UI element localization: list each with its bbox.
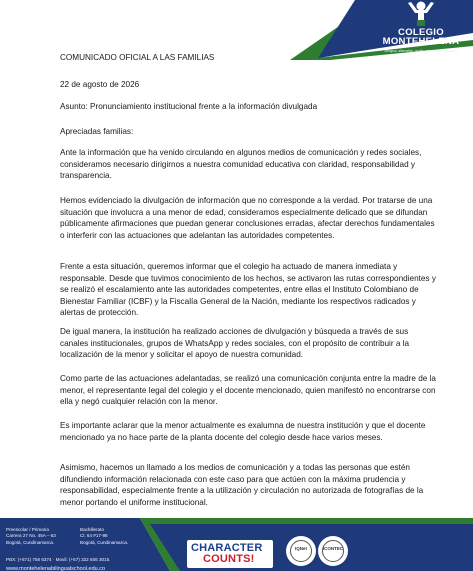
- campus-primary-city: Bogotá, Cundinamarca.: [6, 539, 55, 545]
- student-emblem-icon: [405, 0, 437, 30]
- campus-secondary-address: [80, 527, 150, 546]
- badge-line2: COUNTS!: [203, 553, 255, 565]
- logo-name-line2: MONTEHELENA: [382, 36, 460, 47]
- logo-tagline: Bilingual, alternative, quality and sensible education: [384, 49, 458, 53]
- campus-secondary-street: Cl. 64 #17-98: [80, 533, 108, 539]
- paragraph: Asimismo, hacemos un llamado a los medios de comunicación y a todas las personas que estén difundiendo información relacionada con este caso para que actúen con la máxima prudencia y responsabilidad, especialmente frente a la utilización y circulación no autorizada de fotografías de la menor portando el uniforme institucional.: [60, 463, 424, 507]
- iqnet-seal-icon: [286, 536, 316, 566]
- paragraph: Hemos evidenciado la divulgación de información que no corresponde a la verdad. Por tratarse de una situación que involucra a una menor de edad, consideramos especialmente delicado que se difundan públicamente afirmaciones que puedan generar conclusiones erradas, afectar derechos fundamentales o interferir con las actuaciones que adelantan las autoridades competentes.: [60, 196, 435, 240]
- paragraph: De igual manera, la institución ha realizado acciones de divulgación y búsqueda a través de sus canales institucionales, grupos de WhatsApp y redes sociales, con el propósito de contribuir a la localización de la menor y solicitar el apoyo de nuestra comunidad.: [60, 327, 410, 359]
- campus-secondary-label: Bachillerato: [80, 527, 105, 532]
- badge-line1: CHARACTER: [191, 542, 263, 554]
- letter-title: COMUNICADO OFICIAL A LAS FAMILIAS: [60, 53, 215, 62]
- website-link[interactable]: www.montehelenabilingualschool.edu.co: [6, 566, 106, 571]
- letter-date: 22 de agosto de 2026: [60, 80, 140, 89]
- character-counts-badge: [187, 540, 273, 568]
- seal1-label: IQNet: [294, 546, 307, 551]
- campus-primary-label: Preescolar / Primaria: [6, 527, 49, 532]
- letter-greeting: Apreciadas familias:: [60, 127, 134, 136]
- school-logo: [369, 0, 473, 58]
- letter-subject: Asunto: Pronunciamiento institucional frente a la información divulgada: [60, 102, 318, 111]
- seal2-label: ICONTEC: [322, 546, 344, 551]
- paragraph: Frente a esta situación, queremos informar que el colegio ha actuado de manera inmediata y responsable. Desde que tuvimos conocimiento de los hechos, se activaron las rutas correspondientes y se realizó el escalamiento ante las autoridades competentes, entre ellas el Instituto Colombiano de Bienestar Familiar (ICBF) y la Fiscalía General de la Nación, mediante los respectivos radicados y alertas de protección.: [60, 262, 436, 317]
- paragraph: Como parte de las actuaciones adelantadas, se realizó una comunicación conjunta entre la madre de la menor, el representante legal del colegio y el docente mencionado, quien manifestó no encontrarse con ella y negó cualquier relación con la menor.: [60, 374, 436, 406]
- logo-name-line1: COLEGIO: [398, 27, 444, 38]
- icontec-seal-icon: [318, 536, 348, 566]
- campus-primary-address: [6, 527, 78, 546]
- campus-secondary-city: Bogotá, Cundinamarca.: [80, 539, 129, 545]
- paragraph: Es importante aclarar que la menor actualmente es exalumna de nuestra institución y que el docente mencionado ya no hace parte de la planta docente del colegio desde hace varios meses.: [60, 421, 426, 442]
- paragraph: Ante la información que ha venido circulando en algunos medios de comunicación y redes sociales, consideramos necesario dirigirnos a nuestra comunidad educativa con claridad, responsabilidad y transparencia.: [60, 148, 422, 180]
- campus-primary-street: Carrera 27 No. 45A – 63: [6, 533, 56, 539]
- contact-phones: PBX: (+571) 756 6374 · Movil: (+57) 322 606 3015.: [6, 557, 111, 562]
